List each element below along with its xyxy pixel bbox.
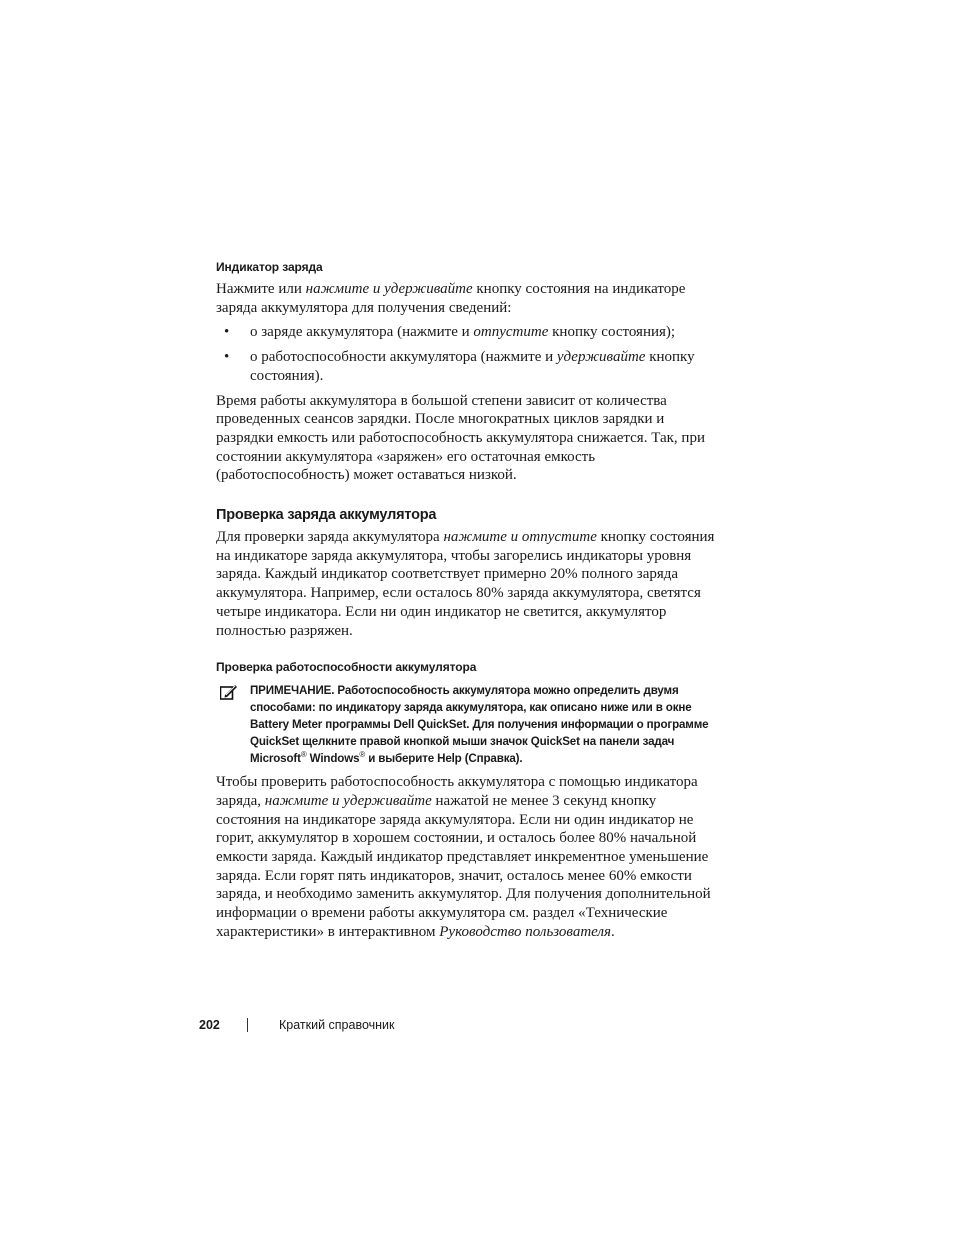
footer-title: Краткий справочник <box>279 1018 395 1032</box>
list-item-text: о заряде аккумулятора (нажмите и <box>250 324 474 341</box>
check-health-text-rest: нажатой не менее 3 секунд кнопку состояния на индикаторе заряда аккумулятора. Если ни один индикатор не горит, аккумулятор в хорошем состоянии, и осталось более 80% начальной емкости заряда. Каждый индикатор представляет инкрементное уменьшение заряда. Если горят пять индикаторов, значит, осталось менее 60% емкости заряда, и необходимо заменить аккумулятор. Для получения дополнительной информации о времени работы аккумулятора см. раздел «Технические характеристики» в интерактивном <box>216 792 711 940</box>
check-charge-italic: нажмите и отпустите <box>443 529 597 546</box>
list-item <box>216 323 716 342</box>
note-text-1: Работоспособность аккумулятора можно определить двумя способами: по индикатору заряда аккумулятора, как описано ниже или в окне Battery Meter программы Dell QuickSet. Для получения информации о программе QuickSet щелкните правой кнопкой мыши значок QuickSet на панели задач Microsoft <box>250 684 709 766</box>
registered-mark: ® <box>300 750 307 760</box>
user-guide-italic: Руководство пользователя <box>439 923 611 940</box>
list-item-text: о работоспособности аккумулятора (нажмите и <box>250 349 557 366</box>
section-heading-check-charge: Проверка заряда аккумулятора <box>216 507 437 524</box>
note-block <box>216 682 716 767</box>
bullet-marker: • <box>224 349 230 366</box>
footer-divider <box>247 1018 248 1032</box>
check-charge-text-rest: кнопку состояния на индикаторе заряда аккумулятора, чтобы загорелись индикаторы уровня заряда. Каждый индикатор соответствует примерно 20% полного заряда аккумулятора. Например, если осталось 80% заряда аккумулятора, светятся четыре индикатора. Если ни один индикатор не светится, аккумулятор полностью разряжен. <box>216 529 715 639</box>
note-help: Help <box>437 752 462 766</box>
list-item <box>216 348 716 385</box>
note-pencil-icon <box>220 684 238 700</box>
check-charge-text: Для проверки заряда аккумулятора <box>216 529 444 546</box>
intro-paragraph <box>216 280 716 317</box>
list-item-text-rest: кнопку состояния); <box>548 324 676 341</box>
list-item-text-rest: кнопку состояния). <box>250 349 695 384</box>
note-text-4: (Справка). <box>461 752 523 766</box>
note-text-2: Windows <box>306 752 360 766</box>
battery-life-paragraph: Время работы аккумулятора в большой степени зависит от количества проведенных сеансов зарядки. После многократных циклов зарядки и разрядки емкость или работоспособность аккумулятора снижается. Так, при состоянии аккумулятора «заряжен» его остаточная емкость (работоспособность) может оставаться низкой. <box>216 392 705 484</box>
registered-mark: ® <box>359 750 366 760</box>
list-item-italic: удерживайте <box>556 349 646 366</box>
check-health-italic: нажмите и удерживайте <box>264 792 432 809</box>
check-health-text: Чтобы проверить работоспособность аккумулятора с помощью индикатора заряда, <box>216 774 698 809</box>
section-heading-charge-indicator: Индикатор заряда <box>216 260 323 274</box>
section-heading-check-health: Проверка работоспособности аккумулятора <box>216 660 477 675</box>
intro-italic: нажмите и удерживайте <box>305 281 473 297</box>
intro-text-rest: кнопку состояния на индикаторе заряда аккумулятора для получения сведений: <box>216 281 686 316</box>
intro-text: Нажмите или <box>216 281 306 297</box>
check-health-text-end: . <box>610 923 615 940</box>
page-content <box>216 258 716 942</box>
check-charge-paragraph <box>216 528 716 640</box>
page-number: 202 <box>199 1018 220 1032</box>
bullet-marker: • <box>224 324 230 341</box>
list-item-italic: отпустите <box>473 324 549 341</box>
note-label: ПРИМЕЧАНИЕ. <box>250 684 335 698</box>
note-text-3: и выберите <box>365 752 438 766</box>
check-health-paragraph <box>216 773 716 941</box>
bullet-list <box>216 323 716 385</box>
